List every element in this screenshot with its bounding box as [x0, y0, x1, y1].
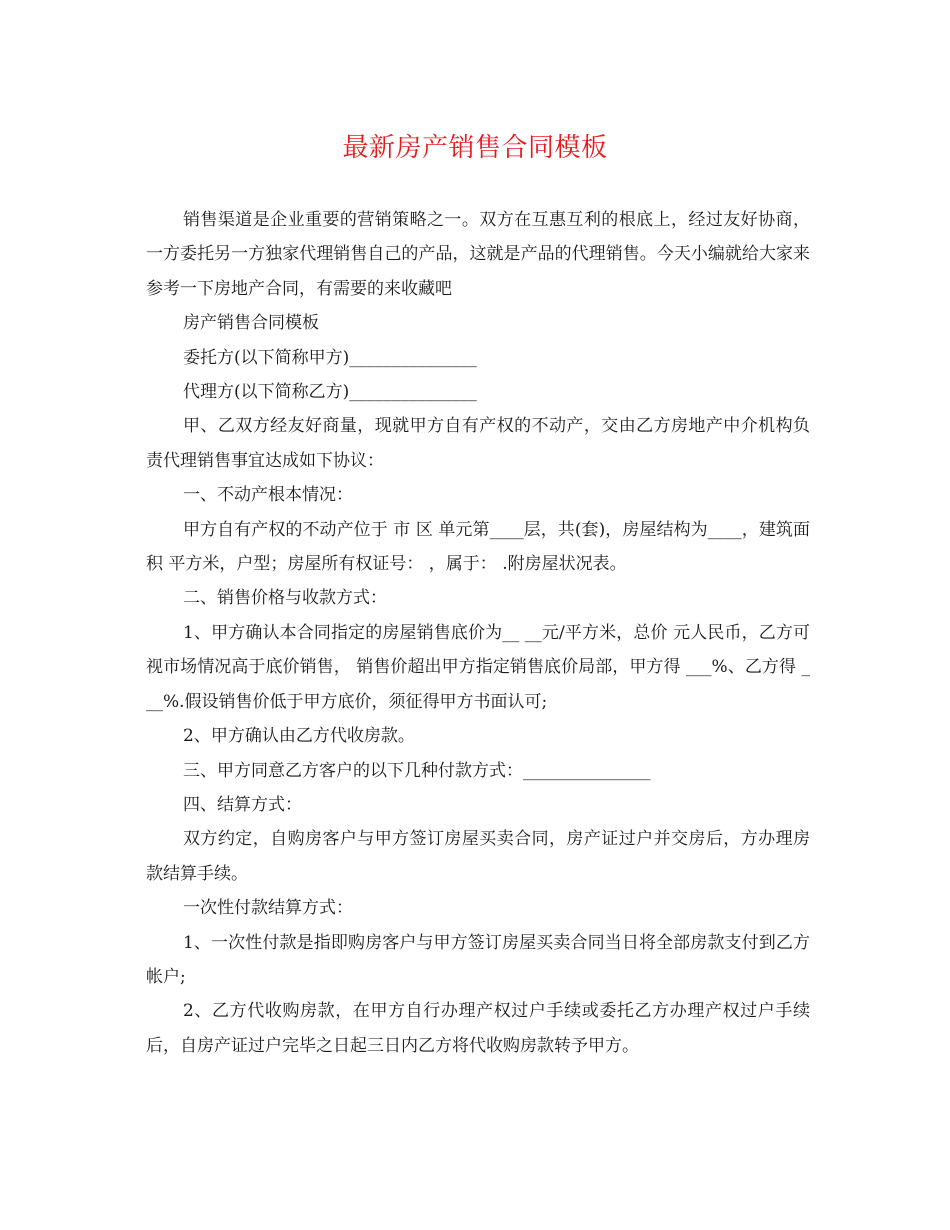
section-3-heading: 三、甲方同意乙方客户的以下几种付款方式：_______________ [183, 760, 651, 781]
document-body [146, 203, 810, 1063]
paragraph-lump-sum-1: 1、一次性付款是指即购房客户与甲方签订房屋买卖合同当日将全部房款支付到乙方帐户; [146, 932, 810, 987]
paragraph-settlement: 双方约定，自购房客户与甲方签订房屋买卖合同，房产证过户并交房后，方办理房款结算手续。 [146, 829, 810, 884]
paragraph-party-a: 委托方(以下简称甲方)_______________ [183, 347, 477, 368]
document-title: 最新房产销售合同模板 [342, 133, 608, 163]
paragraph-template-heading: 房产销售合同模板 [183, 313, 319, 334]
paragraph-lump-sum-2: 2、乙方代收购房款，在甲方自行办理产权过户手续或委托乙方办理产权过户手续后，自房产证过户完毕之日起三日内乙方将代收购房款转予甲方。 [146, 1001, 810, 1056]
paragraph-party-b: 代理方(以下简称乙方)_______________ [183, 382, 477, 403]
section-4-heading: 四、结算方式： [183, 794, 302, 815]
paragraph-property-details: 甲方自有产权的不动产位于 市 区 单元第____层，共(套)，房屋结构为____，建筑面积 平方米，户型；房屋所有权证号： ，属于： .附房屋状况表。 [146, 519, 810, 575]
paragraph-collection-clause: 2、甲方确认由乙方代收房款。 [183, 726, 415, 747]
paragraph-agreement: 甲、乙双方经友好商量，现就甲方自有产权的不动产，交由乙方房地产中介机构负责代理销售事宜达成如下协议： [146, 416, 810, 471]
paragraph-lump-sum-heading: 一次性付款结算方式： [183, 898, 353, 919]
section-1-heading: 一、不动产根本情况： [183, 485, 353, 506]
section-2-heading: 二、销售价格与收款方式： [183, 588, 387, 609]
paragraph-intro: 销售渠道是企业重要的营销策略之一。双方在互惠互利的根底上，经过友好协商，一方委托另一方独家代理销售自己的产品，这就是产品的代理销售。今天小编就给大家来参考一下房地产合同，有需要的来收藏吧 [146, 210, 810, 299]
paragraph-price-clause: 1、甲方确认本合同指定的房屋销售底价为__ __元/平方米，总价 元人民币，乙方可视市场情况高于底价销售， 销售价超出甲方指定销售底价局部，甲方得 ___%、乙方得 ___%.假设销售价低于甲方底价，须征得甲方书面认可; [146, 622, 810, 712]
